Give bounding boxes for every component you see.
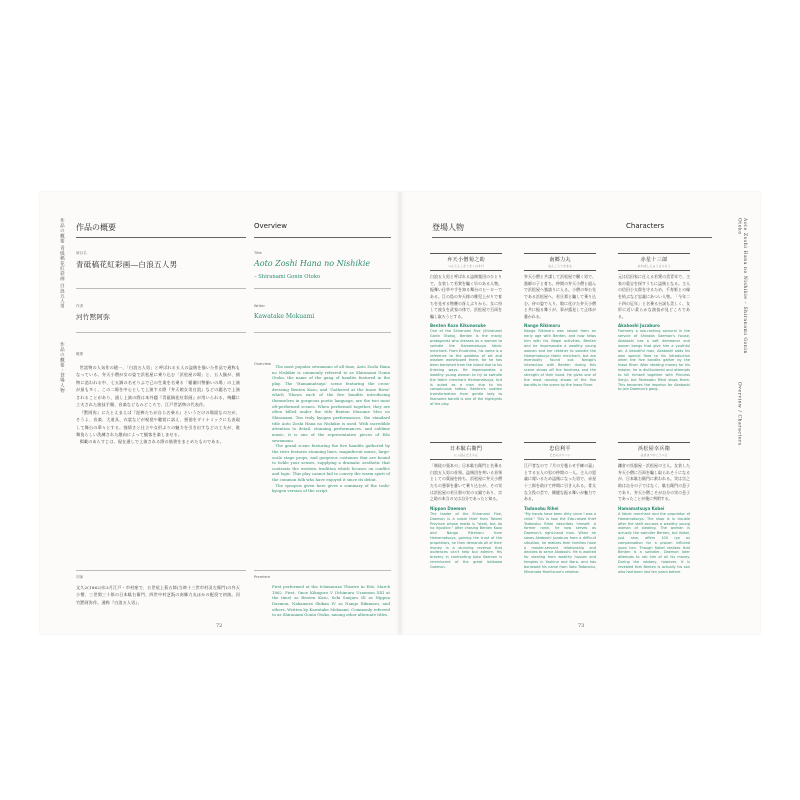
title-rule-jp [76,288,246,289]
character-card [524,253,596,387]
character-reading: はままつやこうべえ [640,453,668,457]
character-desc-jp: 白浪五人男と呼ばれる盗賊集団のひとりで、女装して若衆を騙く早のある人物。振舞い仕草や手を知る舞台のヒーローである。江の島の弁天様の稚児上がりで育ちを見せる物腰の冴えぶりから、女に扮して彼女を武家の体で、浜松屋で百両を騙し取ろうとする。 [430,274,502,319]
character-reading: あかぼしじゅうざぶろう [637,264,671,268]
character-desc-en: Nango Rikimaru was raised from an early age with Benten, and now helps him with his illegal activities. Benten and he impersonate a wealthy young woman and her retainer to swindle the Hamamatsuya fabric merchant, but are eventually found out. Nango's interaction with Benten during this scene shows off the fondness and the strength of their bond. He gives one of the most rousing shows of the five bandits in the scene by the Inase River. [524,329,596,387]
overview-jp [76,364,240,446]
characters-heading-en: Characters [626,222,665,230]
character-desc-jp: 江戸者なので『月の方曇らせ手練の裏』とする五人の男の仲間の一人。主人の恩義に報いるため盗賊になった男で、赤星十三郎を助けて仲間に引き入れる。骨太な立役の芸で、剛健な振る舞いが魅力である。 [524,463,596,502]
character-card [430,253,502,407]
title-jp: 青砥稿花紅彩画―白浪五人男 [76,260,178,269]
overview-label-en: Overview [254,362,271,366]
left-vertical-side: 作品の概要・登場人物 [59,342,65,393]
character-card [618,442,690,575]
character-card [618,253,690,392]
character-name-en: Nango Rikimaru [524,323,561,329]
character-reading: なんごうりきまる [547,264,572,268]
character-name-jp: 南郷力丸 [549,257,571,263]
writer-jp: 河竹黙阿弥 [76,313,110,321]
character-desc-en: The leader of the Shiranami Five, Daemon is a noble thief from Totomi Province whose motto is "steal, but do no injustice." After chasing Benten Kozo and Nango Rikimaru from Hamamatsuya, gaining the trust of the proprietors, he then demands all of their money in a stunning reversal that audiences can't help but admire. His bravery in confronting Aoto Saemon is reminiscent of the great Ishikawa Goemon. [430,511,502,569]
premiere-label-en: Premiere [254,575,271,579]
character-name-en: Hamamatsuya Kobei [618,505,665,511]
right-vertical-side: Overview / Characters [736,382,742,446]
overview-rule-jp [76,570,246,571]
writer-en: Kawatake Mokuami [254,313,315,320]
character-name-en: Tadanobu Rihei [524,505,559,511]
overview-en-p1: The most popular sewamono of all time, Aoto Zoshi Hana no Nishikie is commonly referred to as Shiranami Gonin Otoko, the name of the gang of bandits featured in the play. The 'Hamamatsuya' scene featuring the cross-dressing Benten Kozo, and 'Gathered at the Inase River' which 'Shows each of the five bandits introducing themselves in gorgeous poetic language, are the two most oft-performed scenes. When performed together, they are often billed under the title Benten Musume Meo no Shiranami. Ten truly kyogen performances, the standard title Aoto Zoshi Hana no Nishikie is used. With incredible attention to detail, stunning performances, and sublime music, it is one of the representative pieces of Edo sewamono. [272,364,390,443]
premiere-jp: 文久2(1862)年3月江戸・市村座で、五世尾上菊五郎(当時十三世市村羽左衛門)の弁天小僧、三世関三十郎の日本駄右衛門、四世中村芝翫の南郷力丸ほかの配役で初演。河竹黙阿弥作。通称『白浪五人男』。 [76,585,240,605]
character-name-jp: 弁天小僧菊之助 [447,257,485,263]
writer-rule-jp [76,332,246,333]
character-name-box [524,442,596,460]
character-desc-en: One of the Shiranami Five (Shiranami Gonin Otoko), Benten is the manly protagonist who dresses as a woman to swindle the Hamamatsuya fabric merchant. From Enoshima, his name is a reference to the goddess of art and wisdom worshipped there, for he has been banished from the island due to his thieving ways. He impersonates a wealthy young woman to try to swindle the fabric merchant Hamamatsuya, but is outed as a man due to his conspicuous tattoo. Benten's sudden transformation from gentle lady to fearsome bandit is one of the highlights of the play. [430,329,502,406]
characters-heading-jp: 登場人物 [432,223,464,232]
overview-rule-en [254,570,391,571]
premiere-label-jp: 初演 [76,575,84,579]
overview-en-p2: The grand scene featuring the five bandits gathered by the river features stunning lines, magnificent music, large-scale stage props, and gorgeous costumes that are bound to tickle your senses, supplying a dramatic aesthetic that contrasts the western tradition which focuses on conflict and logic. This play cannot fail to convey the warm spirit of the common folk who have enjoyed it since its debut. [272,443,390,483]
overview-jp-p1: 世話物の人気作の随一、「白浪五人男」と呼ばれる五人の盗賊を描いた作品で通称もなっている。弁天小僧が女の姿で浜松屋に乗り込む「浜松屋の場」と、五人揃が、捕物に追われる中、七五調の名せりふで己の生業を名乗る「稲瀬川勢揃いの場」の上演が最も多く、この二場を中心として上演する際『弁天娘女男白浪』などの題名で上演されることがあり、通し上演の際は本外題『青砥稿花紅彩画』が用いられる。絢爛に工夫された演技手順、音楽などもみどころで、江戸世話物の代表作。 [76,365,240,408]
character-name-jp: 日本駄右衛門 [449,446,483,452]
character-card [524,442,596,575]
writer-rule-en [254,332,391,333]
overview-en-p3: The synopsis given here gives a summary of the toshi-kyogen version of the script. [272,482,390,494]
character-desc-en: "My hands have been dirty since I was a child." This is how the Edo-raised thief Tadanobu Rihei describes himself. A former ronin, he now serves as Daemon's right-hand man. When he saves Akaboshi Juzaburo from a difficult situation, he realizes their families have a master-servant relationship and decides to serve Akaboshi. He is wanted for stealing from wealthy houses and temples in Yoshino and Nara, and has borrowed his name from Sato Tadanobu, Minamoto Yoshitsune's retainer. [524,511,596,574]
character-name-box [618,442,690,460]
character-name-jp: 忠信利平 [549,446,571,452]
character-name-jp: 浜松屋幸兵衛 [637,446,671,452]
heading-rule-en [254,237,391,238]
writer-label-jp: 作者 [76,304,84,308]
premiere-en: First performed at the Ichimuraza Theatre in Edo, March 1862. First, Onoe Kikugoro V (Ichimura Uzaemon XIII at the time) as Benten Kozo, Seki Sanjuro III as Nippon Daemon, Nakamura Shikan IV as Nango Rikimaru, and others. Written by Kawatake Mokuami. Commonly referred to as Shiranami Gonin Otoko, among other alternate titles. [272,584,390,618]
writer-label-en: Writer [254,304,265,308]
page-number-right: 73 [578,623,585,629]
right-vertical-header: Aoto Zoshi Hana no Nishikie – Shiranami Gonin Otoko [736,218,747,354]
heading-en: Overview [254,222,287,230]
left-page [40,192,400,634]
character-card [430,442,502,570]
heading-jp: 作品の概要 [76,223,116,232]
character-desc-jp: 元は信田家に仕える若衆の美青年で、主家の重宝を探すうちに盗賊となる。主人の信田小太郎を守るため、千寿姫との縁を結ぶなど忠義にあつい人物。「今年二十四の厄年」と名乗る台詞も美しく、女形に近い柔らかな演技が見どころである。 [618,274,690,319]
overview-jp-p2: 『黙阿弥』にたとえまえば『泥棒たちが自ら名乗る』というだけの場面なのだが、そうよ、音楽、大道具、衣裳などが視覚や聴覚に訴え、悪徳をダイナミックにも表現して舞台の華々とする。強情さと仕立や女形ぶりの魅力を引き出すなどの工夫が、歌舞伎らしい洗練された趣向によって観客を楽しませる。 [76,409,240,437]
character-reading: べんてんこぞうきくのすけ [447,264,484,268]
character-desc-jp: 「賊徒の張本の」日本駄右衛門と名乗る白浪五人男の首領。盗賊団を率いる首領としての貫禄を持ち、浜松屋に弁天小僧たちの悪事を暴いて乗り込むが、その実は浜松屋の若旦那の実の父親であり、宗之助の本当の父は自分であったと知る。 [430,463,502,502]
character-name-en: Akaboshi Juzaburo [618,323,660,329]
character-reading: ただのぶりへい [549,453,571,457]
characters-heading-rule [432,237,712,238]
title-rule-en [254,288,391,289]
character-name-jp: 赤星十三郎 [640,257,668,263]
character-desc-en: Formerly a low-ranking samurai in the service of Shinoda Saemon's house, Akaboshi has a soft demeanor and woven bangs that give him a youthful air. A beautiful man, Akaboshi adds his own special flare to his introduction when the five bandits gather by the Inase River. After stealing money for his master, he is disillusioned and attempts to kill himself together with Princess Senju, but Tadanobu Rihei stops them. This becomes the impetus for Akaboshi to join Daemon's gang. [618,329,690,392]
heading-rule-jp [76,237,246,238]
character-name-box [524,253,596,271]
page-number-left: 72 [216,623,223,629]
character-desc-jp: 鎌倉の呉服屋・浜松屋の主人。女装した弁天小僧に百両を騙し取られそうになるが、日本駄右衛門に救われる。実は宗之助は自分の子ではなく、駄右衛門の息子であり、弁天小僧こそが自分の実の息子であったことが後に判明する。 [618,463,690,502]
book-spread [40,192,760,634]
character-name-box [430,253,502,271]
title-label-en: Title [254,251,262,255]
title-en: Aoto Zoshi Hana no Nishikie [254,259,371,268]
overview-en [272,364,390,494]
title-label-jp: 演目名 [76,251,87,255]
character-desc-jp: 弁天小僧と共謀して浜松屋で働く男で、漁師の子と育ち、仲間の弁天小僧と組んで浜松屋へ強請りに入る。小僧の奉公先である浜松屋へ、若旦那と騙して乗り込む。侍の姿で入り、娘に化けた弁天小僧と共に振る舞うが、事が露見して正体が暴かれる。 [524,274,596,319]
character-desc-en: A fabric merchant and the proprietor of Hamamatsuya. The shop is in trouble after the staff accuses a wealthy young woman of stealing. The woman is actually the swindler Benten, but Kobei, just new, offers 100 ryo as compensation for a proven inflicted upon him. Though Kobei realizes that Benten is a swindler, Daemon later attempts to rob him of all his money. During the robbery, however, it is revealed that Benten is actually his son who had been lost ten years before. [618,511,690,574]
right-page [400,192,760,634]
overview-jp-p3: 掲載のあらすじは、現在通しで上演される際の筋書をまとめたものである。 [79,439,224,445]
character-name-en: Benten Kozo Kikunosuke [430,323,486,329]
character-name-box [430,442,502,460]
left-vertical-header: 作品の概要 青砥稿花紅彩画 白浪五人男 [59,218,65,309]
overview-label-jp: 概要 [76,352,84,356]
character-name-box [618,253,690,271]
title-en-sub: – Shiranami Gonin Otoko [254,274,321,280]
character-reading: にっぽんだえもん [454,453,478,457]
character-name-en: Nippon Daemon [430,505,466,511]
